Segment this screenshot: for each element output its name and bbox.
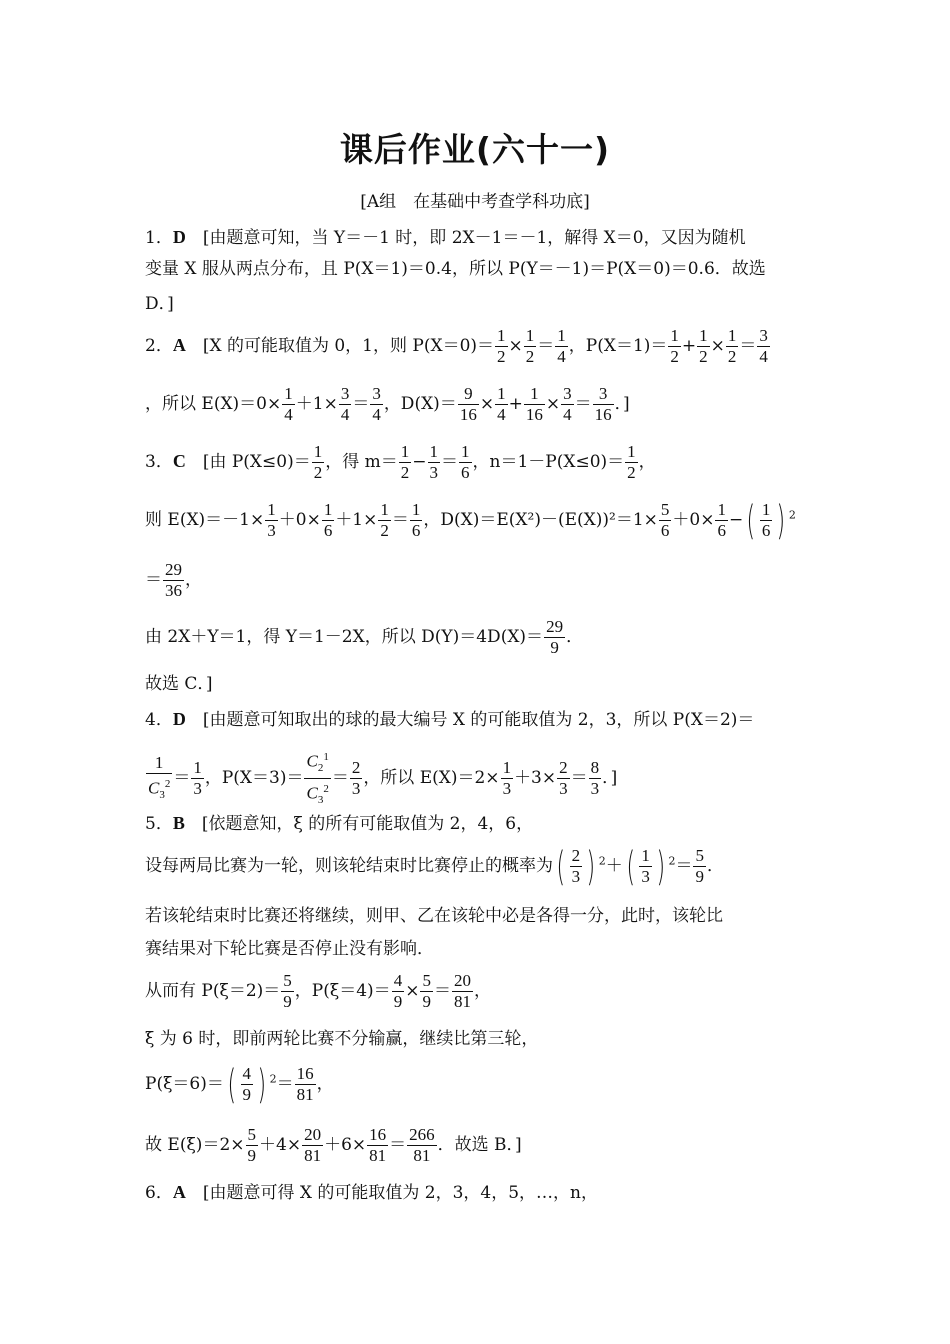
fraction: $\frac{1}{2}$ <box>313 442 323 482</box>
fraction: $\frac{1}{6}$ <box>411 500 421 540</box>
fraction: $\frac{29}{36}$ <box>165 560 182 600</box>
fraction: $\frac{2}{3}$ <box>559 758 568 799</box>
fraction: $\frac{3}{16}$ <box>594 384 612 424</box>
fraction: $\frac{1}{C_3^2}$ <box>148 752 171 801</box>
q2-line-1: 2．A [X 的可能取值为 0，1，则 P(X＝0)＝ $\frac{1}{2}$ × $\frac{1}{2}$ ＝ $\frac{1}{4}$ ，P(X＝1)＝ $\frac{1}{2}$ + $\frac{1}{2}$ × $\frac{1}{2}$ ＝ $\frac{3}{4}$ <box>145 326 768 366</box>
fraction: $\frac{1}{4}$ <box>497 384 506 424</box>
fraction: $\frac{1}{3}$ <box>193 758 202 799</box>
fraction: $\frac{3}{4}$ <box>759 326 768 366</box>
q1-line-1: 1．D [由题意可知，当 Y＝－1 时，即 2X－1＝－1，解得 X＝0，又因为随机 <box>145 227 746 248</box>
fraction: $\frac{5}{6}$ <box>660 500 670 540</box>
fraction: $\frac{16}{81}$ <box>296 1064 314 1104</box>
q3-line-1: 3．C [由 P(X≤0)＝ $\frac{1}{2}$ ，得 m＝ $\frac{1}{2}$ − $\frac{1}{3}$ ＝ $\frac{1}{6}$ ，n＝1－P(X≤0)＝ $\frac{1}{2}$ ， <box>145 442 656 482</box>
q2-answer: A <box>172 335 186 355</box>
fraction: $\frac{16}{81}$ <box>369 1125 387 1165</box>
fraction: $\frac{1}{4}$ <box>284 384 293 424</box>
q5-line-5: 从而有 P(ξ＝2)＝ $\frac{5}{9}$ ，P(ξ＝4)＝ $\frac{4}{9}$ × $\frac{5}{9}$ ＝ $\frac{20}{81}$ ， <box>145 971 491 1011</box>
fraction: $\frac{1}{3}$ <box>502 758 512 799</box>
fraction: $\frac{1}{3}$ <box>429 442 439 482</box>
q3-line-3: ＝ $\frac{29}{36}$ ， <box>145 560 202 600</box>
fraction: $\frac{1}{2}$ <box>400 442 410 482</box>
fraction: $\frac{2}{3}$ <box>351 758 361 799</box>
q2-line-2: ，所以 E(X)＝0× $\frac{1}{4}$ ＋1× $\frac{3}{4}$ ＝ $\frac{3}{4}$ ，D(X)＝ $\frac{9}{16}$ × $\frac{1}{4}$ + $\frac{1}{16}$ × $\frac{3}{4}$ ＝ $\frac{3}{16}$ ．] <box>145 384 630 424</box>
q4-line-1: 4．D [由题意可知取出的球的最大编号 X 的可能取值为 2，3，所以 P(X＝2)＝ <box>145 709 755 730</box>
q6-line-1: 6．A [由题意可得 X 的可能取值为 2，3，4，5，…，n， <box>145 1182 598 1203</box>
fraction: $\frac{1}{16}$ <box>525 384 543 424</box>
fraction: $\frac{1}{6}$ <box>761 500 771 540</box>
fraction: $\frac{20}{81}$ <box>453 971 471 1011</box>
q5-answer: B <box>172 813 185 833</box>
q5-line-6: ξ 为 6 时，即前两轮比赛不分输赢，继续比第三轮， <box>145 1029 539 1049</box>
q1-line-3: D．] <box>145 294 174 314</box>
fraction: $\frac{4}{9}$ <box>393 971 403 1011</box>
fraction: $\frac{1}{6}$ <box>323 500 333 540</box>
fraction: $\frac{1}{3}$ <box>267 500 276 540</box>
fraction: $\frac{1}{6}$ <box>461 442 470 482</box>
q5-line-3: 若该轮结束时比赛还将继续，则甲、乙在该轮中必是各得一分，此时，该轮比 <box>145 906 723 926</box>
q5-line-2: 设每两局比赛为一轮，则该轮结束时比赛停止的概率为( $\frac{2}{3}$ ) $^2$＋( $\frac{1}{3}$ ) $^2$＝ $\frac{5}{9}$ ． <box>145 843 724 890</box>
fraction: $\frac{1}{4}$ <box>557 326 566 366</box>
q3-line-4: 由 2X＋Y＝1，得 Y＝1－2X，所以 D(Y)＝4D(X)＝ $\frac{29}{9}$ ． <box>145 617 584 657</box>
q3-line-5: 故选 C．] <box>145 674 213 694</box>
fraction: $\frac{3}{4}$ <box>563 384 572 424</box>
fraction: $\frac{5}{9}$ <box>695 846 704 886</box>
q4-line-2: $\frac{1}{C_3^2}$ ＝ $\frac{1}{3}$ ，P(X＝3)＝ $\frac{C_2^1}{C_3^2}$ ＝ $\frac{2}{3}$ ，所以 E(X)＝2× $\frac{1}{3}$ ＋3× $\frac{2}{3}$ ＝ $\frac{8}{3}$ ．] <box>145 747 617 810</box>
q5-line-8: 故 E(ξ)＝2× $\frac{5}{9}$ ＋4× $\frac{20}{81}$ ＋6× $\frac{16}{81}$ ＝ $\frac{266}{81}$ ．故选 B．] <box>145 1125 522 1165</box>
fraction: $\frac{1}{2}$ <box>627 442 636 482</box>
fraction: $\frac{5}{9}$ <box>422 971 431 1011</box>
q3-line-2: 则 E(X)＝－1× $\frac{1}{3}$ ＋0× $\frac{1}{6}$ ＋1× $\frac{1}{2}$ ＝ $\frac{1}{6}$ ，D(X)＝E(X²)－(E(X))²＝1× $\frac{5}{6}$ ＋0× $\frac{1}{6}$ −( $\frac{1}{6}$ ) $^2$ <box>145 497 796 544</box>
q4-answer: D <box>172 709 186 729</box>
q5-line-7: P(ξ＝6)＝( $\frac{4}{9}$ ) $^2$＝ $\frac{16}{81}$ ， <box>145 1061 334 1108</box>
fraction: $\frac{1}{6}$ <box>717 500 726 540</box>
q3-answer: C <box>172 451 186 471</box>
fraction: $\frac{5}{9}$ <box>283 971 292 1011</box>
fraction: $\frac{1}{2}$ <box>525 326 535 366</box>
fraction: $\frac{20}{81}$ <box>304 1125 322 1165</box>
fraction: $\frac{1}{2}$ <box>699 326 708 366</box>
fraction: $\frac{5}{9}$ <box>247 1125 257 1165</box>
fraction: $\frac{1}{2}$ <box>727 326 737 366</box>
fraction: $\frac{266}{81}$ <box>409 1125 435 1165</box>
q5-line-1: 5．B [依题意知，ξ 的所有可能取值为 2，4，6， <box>145 813 534 834</box>
fraction: $\frac{4}{9}$ <box>242 1064 251 1104</box>
section-subtitle: [A组 在基础中考查学科功底] <box>360 192 590 212</box>
q1-answer: D <box>172 227 186 247</box>
fraction: $\frac{2}{3}$ <box>571 846 581 886</box>
fraction: $\frac{9}{16}$ <box>459 384 477 424</box>
fraction: $\frac{1}{2}$ <box>380 500 389 540</box>
q5-line-4: 赛结果对下轮比赛是否停止没有影响． <box>145 939 434 959</box>
q1-line-2: 变量 X 服从两点分布，且 P(X＝1)＝0.4，所以 P(Y＝－1)＝P(X＝0)＝0.6．故选 <box>145 259 766 279</box>
fraction: $\frac{C_2^1}{C_3^2}$ <box>304 747 330 810</box>
fraction: $\frac{1}{2}$ <box>670 326 679 366</box>
fraction: $\frac{3}{4}$ <box>372 384 381 424</box>
fraction: $\frac{1}{2}$ <box>497 326 506 366</box>
q6-answer: A <box>172 1182 186 1202</box>
fraction: $\frac{3}{4}$ <box>340 384 350 424</box>
fraction: $\frac{1}{3}$ <box>641 846 650 886</box>
page-title: 课后作业(六十一) <box>339 130 611 169</box>
fraction: $\frac{8}{3}$ <box>590 758 600 799</box>
fraction: $\frac{29}{9}$ <box>546 617 564 657</box>
